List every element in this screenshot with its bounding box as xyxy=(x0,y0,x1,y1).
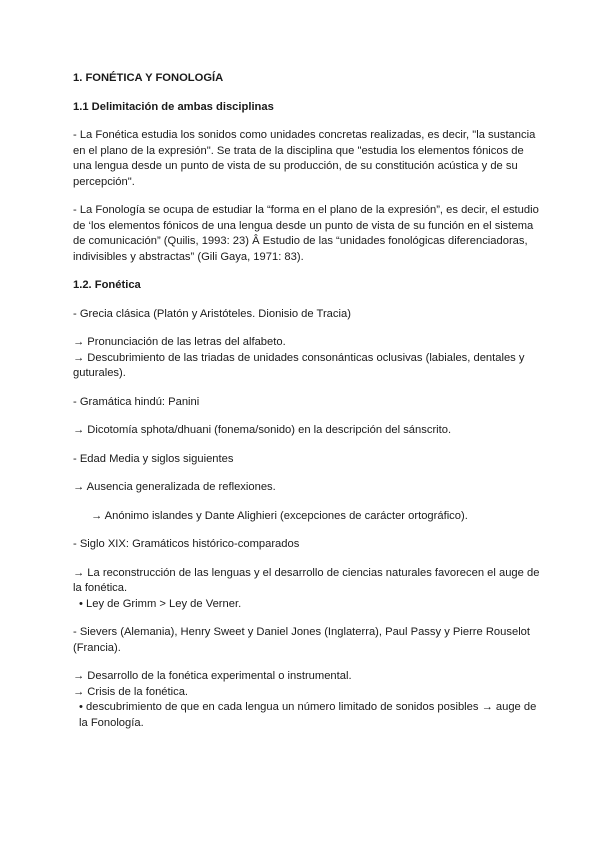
list-item: → Descubrimiento de las triadas de unidades consonánticas oclusivas (labiales, dentales y guturales). xyxy=(73,351,525,379)
list-item: → Crisis de la fonética. xyxy=(73,685,189,698)
item-sievers: - Sievers (Alemania), Henry Sweet y Daniel Jones (Inglaterra), Paul Passy y Pierre Rouselot (Francia). xyxy=(73,626,531,654)
list-grecia xyxy=(73,335,540,382)
list-item: → La reconstrucción de las lenguas y el desarrollo de ciencias naturales favorecen el auge de la fonética. xyxy=(73,566,540,594)
list-item: → Anónimo islandes y Dante Alighieri (excepciones de carácter ortográfico). xyxy=(91,509,468,522)
item-edad-media: - Edad Media y siglos siguientes xyxy=(73,452,234,465)
list-siglo-xix xyxy=(73,566,540,613)
list-item: → Desarrollo de la fonética experimental o instrumental. xyxy=(73,670,352,682)
list-item: • descubrimiento de que en cada lengua un número limitado de sonidos posibles → auge de la Fonología. xyxy=(79,701,537,729)
list-item: → Pronunciación de las letras del alfabeto. xyxy=(73,336,286,348)
heading-1-2: 1.2. Fonética xyxy=(73,279,141,291)
paragraph-fonologia: - La Fonología se ocupa de estudiar la “forma en el plano de la expresión”, es decir, el estudio de ‘los elementos fónicos de una lengua desde un punto de vista de su función en el sistema de comunicación” (Quilis, 1993: 23) Â Estudio de las “unidades fonológicas diferenciadoras, indivisibles y abstractas” (Gili Gaya, 1971: 83). xyxy=(73,204,539,263)
paragraph-fonetica: - La Fonética estudia los sonidos como unidades concretas realizadas, es decir, "la sustancia en el plano de la expresión". Se trata de la disciplina que "estudia los elementos fónicos de una lengua desde un punto de vista de su producción, de su constitución acústica y de su percepción". xyxy=(73,129,536,188)
list-item: • Ley de Grimm > Ley de Verner. xyxy=(79,597,242,610)
heading-1-1: 1.1 Delimitación de ambas disciplinas xyxy=(73,100,274,113)
item-siglo-xix: - Siglo XIX: Gramáticos histórico-comparados xyxy=(73,538,300,550)
heading-1: 1. FONÉTICA Y FONOLOGÍA xyxy=(73,72,224,84)
list-item: → Ausencia generalizada de reflexiones. xyxy=(73,481,276,493)
item-hindu: - Gramática hindú: Panini xyxy=(73,395,200,408)
list-item: → Dicotomía sphota/dhuani (fonema/sonido) en la descripción del sánscrito. xyxy=(73,424,452,436)
item-grecia: - Grecia clásica (Platón y Aristóteles. Dionisio de Tracia) xyxy=(73,307,351,320)
list-sievers xyxy=(73,669,540,731)
